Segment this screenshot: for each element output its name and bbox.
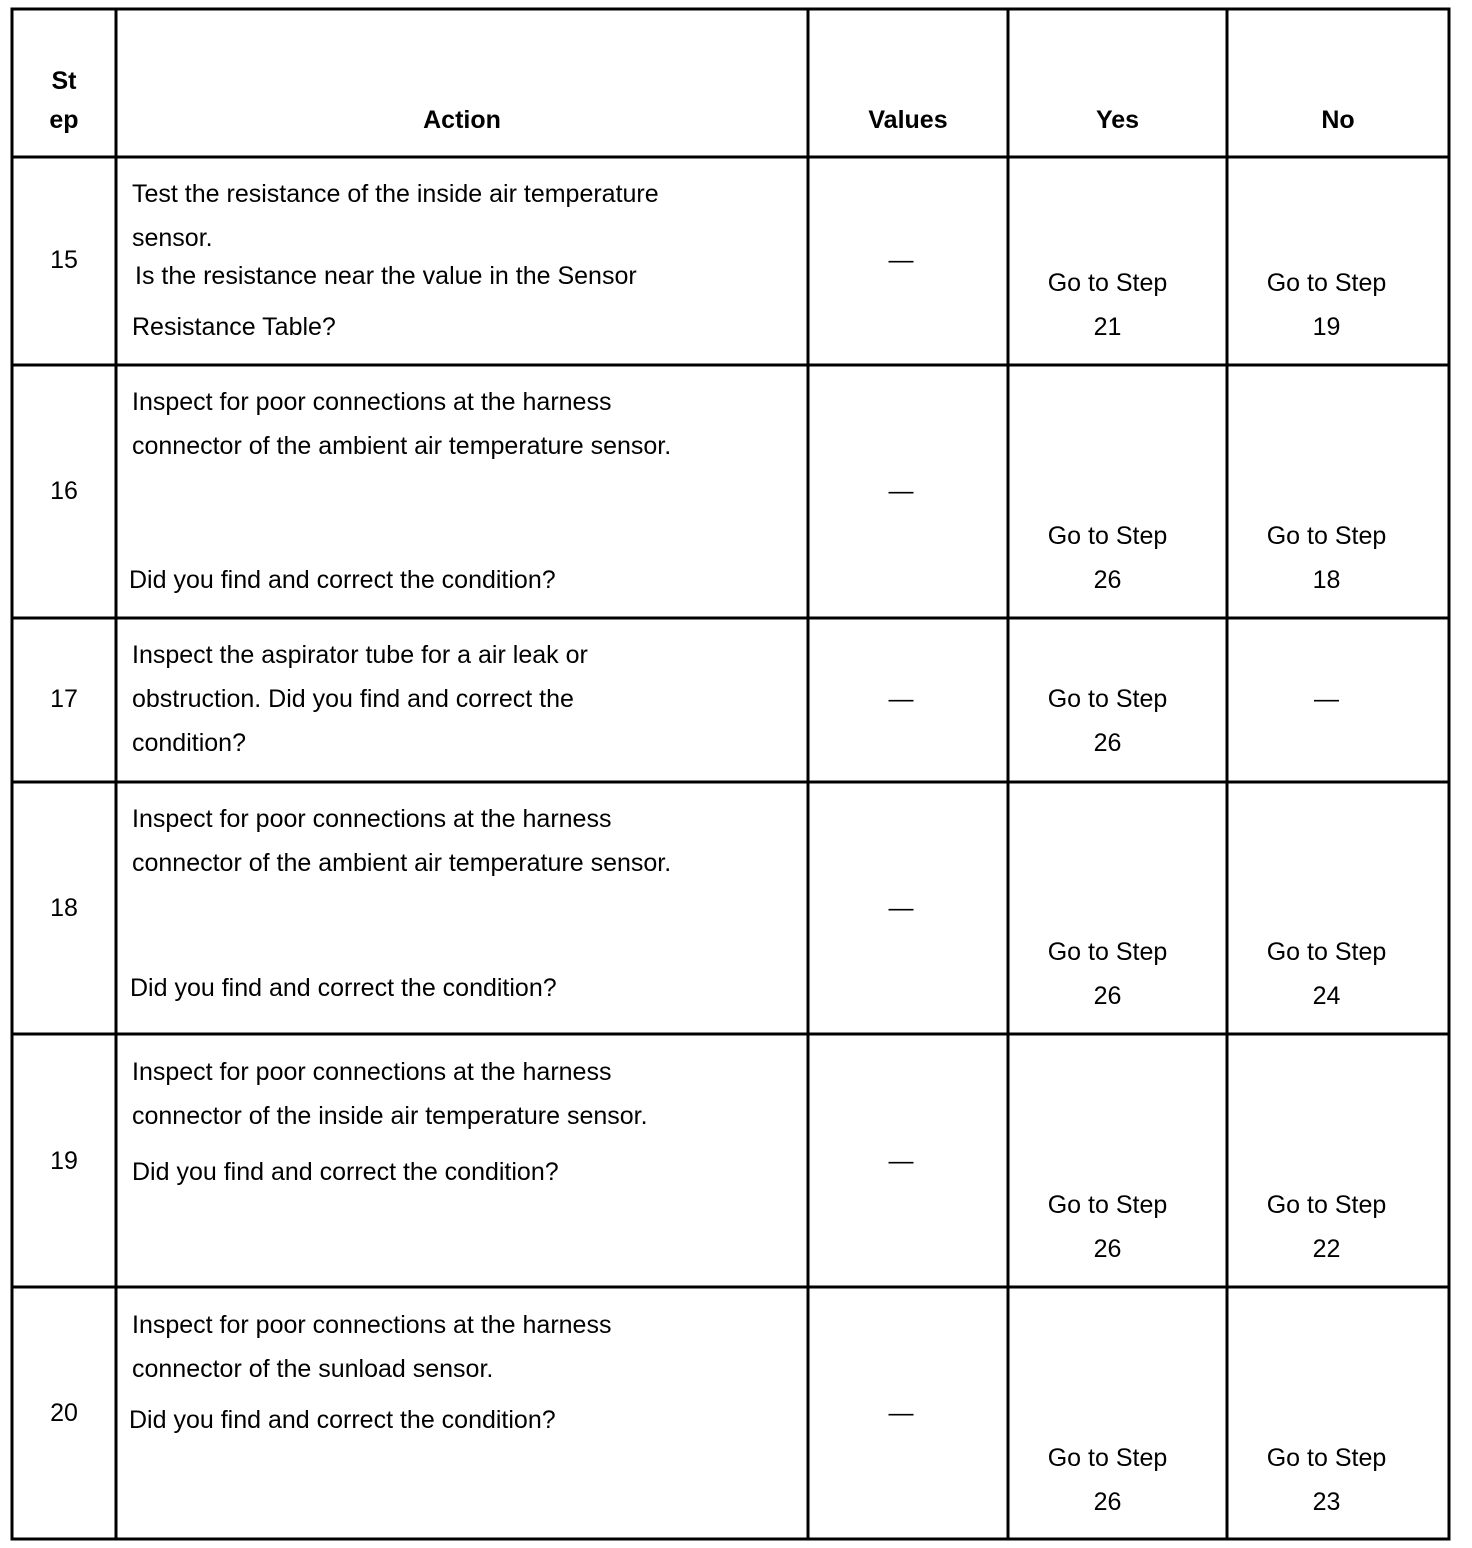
row-20-values: — [888,1399,914,1427]
row-17-step: 17 [50,685,78,713]
row-17-yes-line2: 26 [1093,729,1122,757]
row-17-yes [1008,677,1207,765]
row-17-action-line2: obstruction. Did you find and correct the [132,685,574,713]
row-18-yes-line2: 26 [1093,982,1122,1010]
row-17-no-dash: — [1314,685,1339,713]
row-15-no-line2: 19 [1312,313,1341,341]
row-15-no-line1: Go to Step [1266,269,1387,297]
row-18-action-line2: connector of the ambient air temperature sensor. [132,849,672,877]
row-19-no-line1: Go to Step [1266,1191,1387,1219]
row-16-action-line1: Inspect for poor connections at the harness [132,388,612,416]
header-action: Action [423,106,501,134]
header-no: No [1321,106,1355,134]
row-18-no-line2: 24 [1312,982,1341,1010]
row-18-no [1227,930,1426,1018]
row-16-yes-line1: Go to Step [1047,522,1168,550]
row-16-no-line1: Go to Step [1266,522,1387,550]
row-16-action-line3: Did you find and correct the condition? [129,566,556,594]
row-17-no [1227,677,1426,721]
row-16-no [1227,514,1426,602]
row-19-values: — [888,1147,914,1175]
row-20-action-line2: connector of the sunload sensor. [132,1355,494,1383]
row-15-action-line1: Test the resistance of the inside air temperature [132,180,659,208]
row-20-action-line1: Inspect for poor connections at the harness [132,1311,612,1339]
row-17-action-line1: Inspect the aspirator tube for a air leak or [132,641,588,669]
row-16-values: — [888,477,914,505]
row-15-action-line4: Resistance Table? [132,313,336,341]
row-17-values: — [888,685,914,713]
row-15-values: — [888,246,914,274]
header-step-line2: ep [49,106,79,134]
row-16-step: 16 [50,477,78,505]
row-19-action-line2: connector of the inside air temperature sensor. [132,1102,648,1130]
row-19-action-line3: Did you find and correct the condition? [132,1158,559,1186]
row-18-step: 18 [50,894,78,922]
row-15-action-line2: sensor. [132,224,213,252]
row-19-no [1227,1183,1426,1271]
row-19-yes [1008,1183,1207,1271]
row-15-yes-line1: Go to Step [1047,269,1168,297]
row-18-no-line1: Go to Step [1266,938,1387,966]
row-19-step: 19 [50,1147,78,1175]
row-19-yes-line2: 26 [1093,1235,1122,1263]
row-20-yes [1008,1436,1207,1524]
row-17-yes-line1: Go to Step [1047,685,1168,713]
row-20-action-line3: Did you find and correct the condition? [129,1406,556,1434]
row-18-yes-line1: Go to Step [1047,938,1168,966]
row-16-no-line2: 18 [1312,566,1341,594]
row-15-yes [1008,261,1207,349]
header-yes: Yes [1095,106,1140,134]
row-20-yes-line1: Go to Step [1047,1444,1168,1472]
row-16-yes [1008,514,1207,602]
row-18-values: — [888,894,914,922]
header-step-line1: St [51,67,77,95]
header-step [12,62,116,140]
row-20-no [1227,1436,1426,1524]
row-18-action-line3: Did you find and correct the condition? [130,974,557,1002]
row-15-action-line3: Is the resistance near the value in the Sensor [135,262,637,290]
row-16-yes-line2: 26 [1093,566,1122,594]
row-15-step: 15 [50,246,78,274]
row-17-action-line3: condition? [132,729,246,757]
row-20-no-line1: Go to Step [1266,1444,1387,1472]
row-16-action-line2: connector of the ambient air temperature sensor. [132,432,672,460]
header-values: Values [868,106,948,134]
row-19-action-line1: Inspect for poor connections at the harness [132,1058,612,1086]
row-15-yes-line2: 21 [1093,313,1122,341]
row-15-no [1227,261,1426,349]
row-19-no-line2: 22 [1312,1235,1341,1263]
row-18-action-line1: Inspect for poor connections at the harness [132,805,612,833]
row-19-yes-line1: Go to Step [1047,1191,1168,1219]
row-20-yes-line2: 26 [1093,1488,1122,1516]
row-20-no-line2: 23 [1312,1488,1341,1516]
row-18-yes [1008,930,1207,1018]
row-20-step: 20 [50,1399,78,1427]
